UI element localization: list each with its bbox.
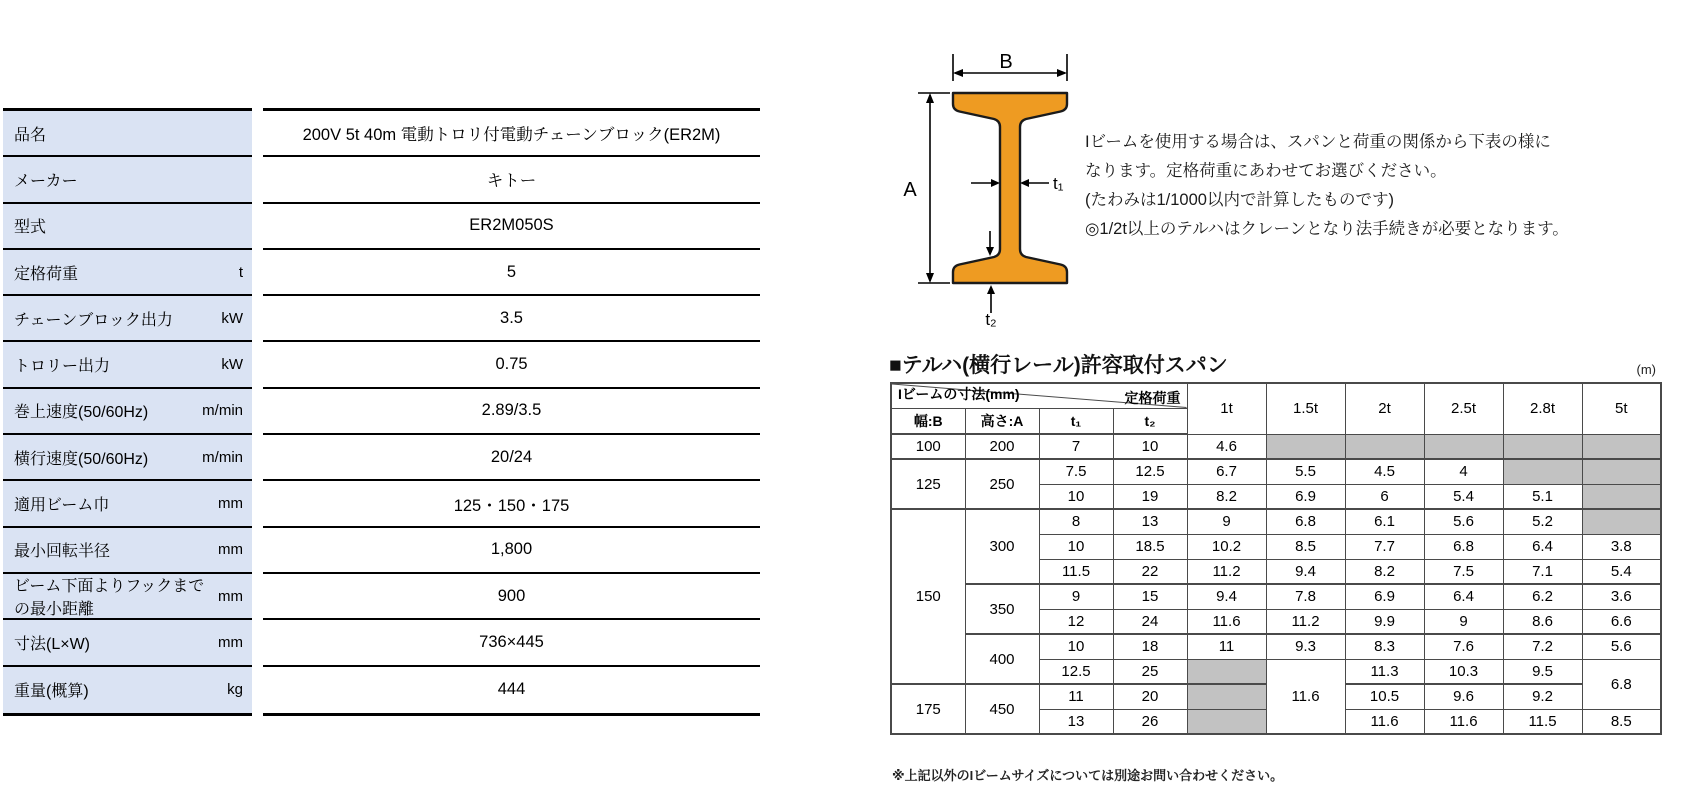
spec-row-value: 20/24 bbox=[263, 435, 760, 481]
cell: 6.1 bbox=[1345, 509, 1424, 534]
spec-label: 横行速度(50/60Hz) bbox=[14, 450, 149, 468]
cell: 5.2 bbox=[1503, 509, 1582, 534]
spec-unit: m/min bbox=[202, 402, 243, 420]
cell: 5.5 bbox=[1266, 459, 1345, 484]
cell: 175 bbox=[891, 684, 965, 734]
subheader-t2: t₂ bbox=[1113, 408, 1187, 434]
cell: 8.2 bbox=[1345, 559, 1424, 584]
spec-row-value: 0.75 bbox=[263, 342, 760, 388]
cell: 8.3 bbox=[1345, 634, 1424, 659]
dim-label-t2: t₂ bbox=[985, 310, 997, 328]
spec-label: ビーム下面よりフックまでの最小距離 bbox=[14, 578, 205, 619]
cell: 18 bbox=[1113, 634, 1187, 659]
cell bbox=[1424, 434, 1503, 459]
cell: 8.5 bbox=[1582, 709, 1661, 734]
cell: 6.4 bbox=[1424, 584, 1503, 609]
cell: 7.5 bbox=[1424, 559, 1503, 584]
dim-label-t1: t₁ bbox=[1053, 174, 1064, 193]
cell bbox=[1187, 684, 1266, 709]
cell: 7.8 bbox=[1266, 584, 1345, 609]
note-line: Iビームを使用する場合は、スパンと荷重の関係から下表の様に bbox=[1085, 133, 1551, 151]
span-row bbox=[891, 634, 1661, 659]
spec-row-label bbox=[3, 296, 252, 342]
note-line: ◎1/2t以上のテルハはクレーンとなり法手続きが必要となります。 bbox=[1085, 220, 1569, 238]
cell: 9.4 bbox=[1266, 559, 1345, 584]
cell: 250 bbox=[965, 459, 1039, 509]
cell: 6.7 bbox=[1187, 459, 1266, 484]
cell: 7.7 bbox=[1345, 534, 1424, 559]
cell: 11.6 bbox=[1266, 659, 1345, 734]
cell: 10 bbox=[1039, 484, 1113, 509]
spec-row-value: 5 bbox=[263, 250, 760, 296]
cell: 5.6 bbox=[1424, 509, 1503, 534]
spec-row-label bbox=[3, 435, 252, 481]
cell bbox=[1187, 659, 1266, 684]
subheader-height-A: 高さ:A bbox=[965, 408, 1039, 434]
cell: 8.2 bbox=[1187, 484, 1266, 509]
cell: 300 bbox=[965, 509, 1039, 584]
cell: 9.5 bbox=[1503, 659, 1582, 684]
spec-unit: kW bbox=[221, 356, 243, 374]
cell: 200 bbox=[965, 434, 1039, 459]
cell: 9.2 bbox=[1503, 684, 1582, 709]
spec-row-label bbox=[3, 204, 252, 250]
cell: 8 bbox=[1039, 509, 1113, 534]
corner-label-load: 定格荷重 bbox=[1124, 390, 1181, 406]
cell: 11.6 bbox=[1345, 709, 1424, 734]
cell: 12 bbox=[1039, 609, 1113, 634]
spec-row-label bbox=[3, 528, 252, 574]
spec-label: 重量(概算) bbox=[14, 683, 89, 701]
spec-row-value: 900 bbox=[263, 574, 760, 620]
spec-row-value: ER2M050S bbox=[263, 204, 760, 250]
spec-unit: t bbox=[238, 263, 243, 281]
cell: 6.4 bbox=[1503, 534, 1582, 559]
spec-row-value: 736×445 bbox=[263, 620, 760, 666]
cell: 11 bbox=[1187, 634, 1266, 659]
spec-table-value-column bbox=[263, 108, 760, 716]
cell: 13 bbox=[1039, 709, 1113, 734]
spec-label: 適用ビーム巾 bbox=[14, 497, 110, 515]
cell: 8.5 bbox=[1266, 534, 1345, 559]
cell: 10 bbox=[1113, 434, 1187, 459]
cell: 10.5 bbox=[1345, 684, 1424, 709]
cell bbox=[1345, 434, 1424, 459]
cell: 9.6 bbox=[1424, 684, 1503, 709]
cell: 7 bbox=[1039, 434, 1113, 459]
cell: 10.2 bbox=[1187, 534, 1266, 559]
cell: 18.5 bbox=[1113, 534, 1187, 559]
cell: 13 bbox=[1113, 509, 1187, 534]
spec-label: 巻上速度(50/60Hz) bbox=[14, 404, 149, 422]
cell: 12.5 bbox=[1039, 659, 1113, 684]
spec-label: 寸法(L×W) bbox=[14, 635, 91, 653]
ibeam-shape bbox=[953, 93, 1067, 283]
cell bbox=[1503, 459, 1582, 484]
cell: 4.6 bbox=[1187, 434, 1266, 459]
span-table bbox=[890, 382, 1662, 735]
diagonal-header-cell bbox=[891, 383, 1187, 408]
cell: 350 bbox=[965, 584, 1039, 634]
cell bbox=[1503, 434, 1582, 459]
load-header: 2t bbox=[1345, 383, 1424, 434]
spec-row-value: 444 bbox=[497, 680, 526, 699]
span-row bbox=[891, 509, 1661, 534]
spec-row-value: 3.5 bbox=[263, 296, 760, 342]
cell: 10 bbox=[1039, 634, 1113, 659]
spec-unit: mm bbox=[218, 495, 243, 513]
spec-label: 品名 bbox=[14, 126, 47, 144]
spec-row-label bbox=[3, 574, 252, 620]
spec-label: トロリー出力 bbox=[14, 358, 111, 376]
spec-row-value: 200V 5t 40m 電動トロリ付電動チェーンブロック(ER2M) bbox=[263, 111, 760, 157]
cell: 6.8 bbox=[1582, 659, 1661, 709]
span-row bbox=[891, 434, 1661, 459]
cell: 7.5 bbox=[1039, 459, 1113, 484]
spec-table-label-column bbox=[3, 108, 252, 716]
cell: 11.3 bbox=[1345, 659, 1424, 684]
span-row bbox=[891, 584, 1661, 609]
span-header-row bbox=[891, 383, 1661, 408]
cell: 7.1 bbox=[1503, 559, 1582, 584]
cell: 5.4 bbox=[1424, 484, 1503, 509]
cell: 5.1 bbox=[1503, 484, 1582, 509]
dim-label-A: A bbox=[903, 179, 917, 201]
cell: 20 bbox=[1113, 684, 1187, 709]
cell: 6.9 bbox=[1266, 484, 1345, 509]
cell: 25 bbox=[1113, 659, 1187, 684]
corner-label-beam-size: Iビームの寸法(mm) bbox=[898, 385, 1020, 402]
cell: 4.5 bbox=[1345, 459, 1424, 484]
cell: 12.5 bbox=[1113, 459, 1187, 484]
cell: 11 bbox=[1039, 684, 1113, 709]
cell: 11.5 bbox=[1039, 559, 1113, 584]
spec-unit: kg bbox=[227, 681, 243, 699]
cell: 8.6 bbox=[1503, 609, 1582, 634]
cell: 9 bbox=[1187, 509, 1266, 534]
cell: 11.2 bbox=[1266, 609, 1345, 634]
usage-notes bbox=[1085, 128, 1569, 244]
cell: 450 bbox=[965, 684, 1039, 734]
cell: 100 bbox=[891, 434, 965, 459]
cell: 6.9 bbox=[1345, 584, 1424, 609]
cell bbox=[1582, 484, 1661, 509]
spec-row-label bbox=[3, 342, 252, 388]
cell: 9.3 bbox=[1266, 634, 1345, 659]
cell bbox=[1187, 709, 1266, 734]
cell: 9 bbox=[1424, 609, 1503, 634]
cell: 6.8 bbox=[1424, 534, 1503, 559]
cell: 11.2 bbox=[1187, 559, 1266, 584]
span-row bbox=[891, 459, 1661, 484]
cell: 6.8 bbox=[1266, 509, 1345, 534]
cell bbox=[1582, 459, 1661, 484]
spec-unit: kW bbox=[221, 309, 243, 327]
load-header: 2.8t bbox=[1503, 383, 1582, 434]
dim-label-B: B bbox=[999, 51, 1013, 73]
cell: 11.6 bbox=[1187, 609, 1266, 634]
spec-row-label bbox=[3, 389, 252, 435]
note-line: なります。定格荷重にあわせてお選びください。 bbox=[1085, 162, 1447, 180]
cell: 5.6 bbox=[1582, 634, 1661, 659]
spec-label: 最小回転半径 bbox=[14, 543, 111, 561]
spec-label: 定格荷重 bbox=[14, 265, 79, 283]
cell: 9 bbox=[1039, 584, 1113, 609]
cell: 400 bbox=[965, 634, 1039, 684]
load-header: 1t bbox=[1187, 383, 1266, 434]
cell bbox=[1266, 434, 1345, 459]
spec-label: 型式 bbox=[14, 219, 47, 237]
note-line: (たわみは1/1000以内で計算したものです) bbox=[1085, 191, 1394, 209]
span-table-title: ■テルハ(横行レール)許容取付スパン bbox=[889, 354, 1228, 377]
cell: 7.2 bbox=[1503, 634, 1582, 659]
spec-label: メーカー bbox=[14, 172, 78, 190]
span-table-footnote: ※上記以外のIビームサイズについては別途お問い合わせください。 bbox=[892, 768, 1284, 783]
load-header: 1.5t bbox=[1266, 383, 1345, 434]
spec-row-label bbox=[3, 250, 252, 296]
cell: 125 bbox=[891, 459, 965, 509]
cell: 6.6 bbox=[1582, 609, 1661, 634]
cell: 150 bbox=[891, 509, 965, 684]
spec-unit: m/min bbox=[202, 448, 243, 466]
spec-row-value: 2.89/3.5 bbox=[263, 389, 760, 435]
spec-row-label bbox=[3, 667, 252, 713]
cell: 11.5 bbox=[1503, 709, 1582, 734]
cell: 6.2 bbox=[1503, 584, 1582, 609]
ibeam-diagram bbox=[870, 28, 1100, 328]
cell: 15 bbox=[1113, 584, 1187, 609]
spec-row-label bbox=[3, 157, 252, 203]
spec-row-value: キトー bbox=[263, 157, 760, 203]
load-header: 5t bbox=[1582, 383, 1661, 434]
cell bbox=[1582, 434, 1661, 459]
cell: 9.4 bbox=[1187, 584, 1266, 609]
span-table-unit-note: (m) bbox=[1636, 362, 1656, 377]
cell: 19 bbox=[1113, 484, 1187, 509]
load-header: 2.5t bbox=[1424, 383, 1503, 434]
cell: 26 bbox=[1113, 709, 1187, 734]
cell: 3.8 bbox=[1582, 534, 1661, 559]
cell: 3.6 bbox=[1582, 584, 1661, 609]
cell: 5.4 bbox=[1582, 559, 1661, 584]
cell: 22 bbox=[1113, 559, 1187, 584]
cell bbox=[1582, 509, 1661, 534]
span-table-body bbox=[891, 434, 1661, 734]
cell: 10 bbox=[1039, 534, 1113, 559]
spec-unit: mm bbox=[218, 633, 243, 651]
spec-unit: mm bbox=[218, 587, 243, 605]
cell: 11.6 bbox=[1424, 709, 1503, 734]
subheader-width-B: 幅:B bbox=[891, 408, 965, 434]
spec-row-label bbox=[3, 111, 252, 157]
cell: 9.9 bbox=[1345, 609, 1424, 634]
cell: 7.6 bbox=[1424, 634, 1503, 659]
spec-row-label bbox=[3, 481, 252, 527]
spec-unit: mm bbox=[218, 541, 243, 559]
spec-label: チェーンブロック出力 bbox=[14, 311, 173, 329]
subheader-t1: t₁ bbox=[1039, 408, 1113, 434]
spec-row-value: 125・150・175 bbox=[263, 481, 760, 527]
spec-row-label bbox=[3, 620, 252, 666]
cell: 4 bbox=[1424, 459, 1503, 484]
spec-row-value: 1,800 bbox=[263, 528, 760, 574]
cell: 6 bbox=[1345, 484, 1424, 509]
cell: 24 bbox=[1113, 609, 1187, 634]
cell: 10.3 bbox=[1424, 659, 1503, 684]
